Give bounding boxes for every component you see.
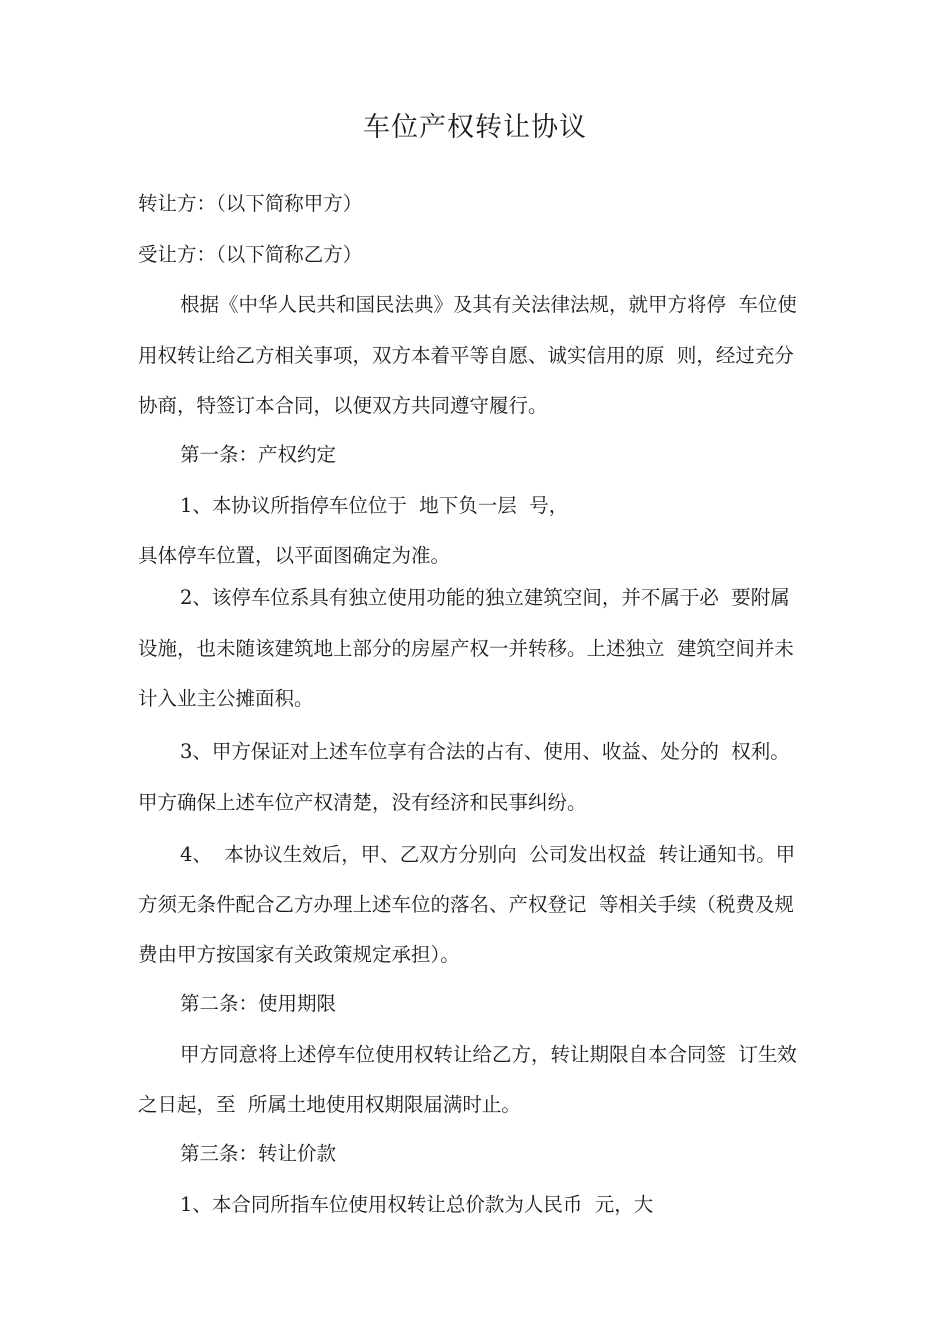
article-2-body-line-1: 甲方同意将上述停车位使用权转让给乙方，转让期限自本合同签 订生效 (180, 1043, 797, 1066)
article-1-item-4-line-2: 方须无条件配合乙方办理上述车位的落名、产权登记 等相关手续（税费及规 (138, 893, 794, 916)
preamble-line-1: 根据《中华人民共和国民法典》及其有关法律法规，就甲方将停 车位使 (180, 293, 797, 316)
transferee-line: 受让方：（以下简称乙方） (138, 243, 363, 266)
preamble-line-3: 协商，特签订本合同，以便双方共同遵守履行。 (138, 394, 548, 417)
document-title: 车位产权转让协议 (363, 112, 587, 143)
article-2-heading: 第二条：使用期限 (180, 992, 337, 1015)
article-3-heading: 第三条：转让价款 (180, 1142, 337, 1165)
article-1-item-2-line-2: 设施，也未随该建筑地上部分的房屋产权一并转移。上述独立 建筑空间并未 (138, 637, 794, 660)
article-1-item-2-line-1: 2、该停车位系具有独立使用功能的独立建筑空间，并不属于必 要附属 (180, 586, 790, 609)
article-1-item-1-line-1: 1、本协议所指停车位位于 地下负一层 号， (180, 494, 569, 517)
article-1-item-1-line-2: 具体停车位置，以平面图确定为准。 (138, 544, 451, 567)
transferor-line: 转让方：（以下简称甲方） (138, 192, 363, 215)
article-1-item-4-line-3: 费由甲方按国家有关政策规定承担）。 (138, 943, 460, 966)
article-1-item-4-line-1: 4、 本协议生效后，甲、乙双方分别向 公司发出权益 转让通知书。甲 (180, 843, 796, 866)
article-2-body-line-2: 之日起，至 所属土地使用权期限届满时止。 (138, 1093, 521, 1116)
article-3-item-1-line-1: 1、本合同所指车位使用权转让总价款为人民币 元，大 (180, 1193, 654, 1216)
article-1-item-2-line-3: 计入业主公摊面积。 (138, 687, 314, 710)
article-1-heading: 第一条：产权约定 (180, 443, 337, 466)
preamble-line-2: 用权转让给乙方相关事项，双方本着平等自愿、诚实信用的原 则，经过充分 (138, 344, 794, 367)
article-1-item-3-line-1: 3、甲方保证对上述车位享有合法的占有、使用、收益、处分的 权利。 (180, 740, 790, 763)
article-1-item-3-line-2: 甲方确保上述车位产权清楚，没有经济和民事纠纷。 (138, 791, 587, 814)
